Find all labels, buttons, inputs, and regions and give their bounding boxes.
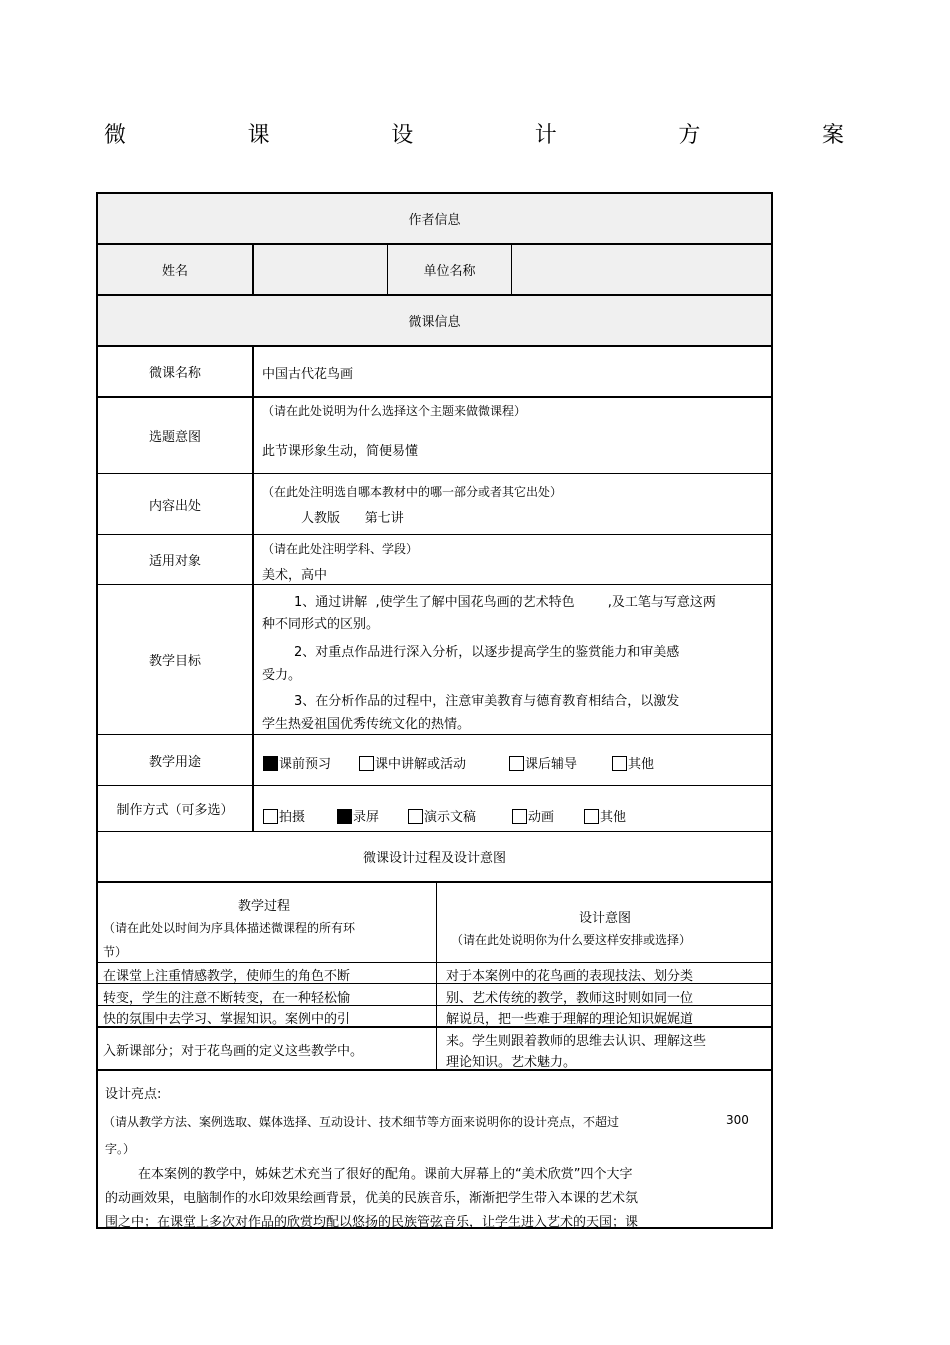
source-field[interactable] bbox=[252, 474, 771, 534]
process-header bbox=[98, 883, 436, 962]
process-line: 在课堂上注重情感教学，使师生的角色不断 bbox=[103, 969, 351, 984]
highlight-line: 围之中；在课堂上多次对作品的欣赏均配以悠扬的民族管弦音乐，让学生进入艺术的天国；课 bbox=[105, 1215, 639, 1230]
source-label: 内容出处 bbox=[148, 498, 201, 514]
method-label: 制作方式（可多选） bbox=[116, 803, 234, 818]
name-label: 姓名 bbox=[161, 264, 188, 279]
goal-line: 2、对重点作品进行深入分析，以逐步提高学生的鉴赏能力和审美感 bbox=[294, 645, 680, 660]
course-name-field[interactable] bbox=[252, 347, 771, 396]
method-row bbox=[98, 786, 771, 832]
process-cell[interactable] bbox=[98, 1028, 436, 1069]
topic-label: 选题意图 bbox=[148, 430, 201, 445]
method-option-animation[interactable]: 动画 bbox=[512, 806, 554, 825]
author-section-header bbox=[98, 194, 771, 245]
intent-header-title: 设计意图 bbox=[579, 911, 632, 926]
process-line-row bbox=[98, 1006, 771, 1028]
process-cell[interactable] bbox=[98, 1006, 436, 1026]
author-section-title: 作者信息 bbox=[408, 213, 461, 228]
process-line: 快的氛围中去学习、掌握知识。案例中的引 bbox=[103, 1012, 351, 1027]
course-name-row bbox=[98, 347, 771, 398]
usage-options bbox=[252, 735, 771, 785]
goal-line: 学生热爱祖国优秀传统文化的热情。 bbox=[262, 717, 471, 732]
intent-line: 理论知识。艺术魅力。 bbox=[446, 1055, 577, 1070]
process-hint: （请在此处以时间为序具体描述微课程的所有环 bbox=[103, 921, 356, 935]
intent-hint: （请在此处说明你为什么要这样安排或选择） bbox=[451, 933, 692, 947]
course-name-label: 微课名称 bbox=[148, 366, 201, 381]
highlight-section[interactable] bbox=[98, 1071, 771, 1230]
checkbox-icon[interactable] bbox=[612, 756, 627, 771]
method-option-other[interactable]: 其他 bbox=[584, 806, 626, 825]
intent-cell[interactable] bbox=[436, 984, 771, 1005]
checkbox-icon[interactable] bbox=[359, 756, 374, 771]
usage-label: 教学用途 bbox=[148, 754, 201, 770]
process-header-title: 教学过程 bbox=[238, 899, 291, 914]
micro-section-title: 微课信息 bbox=[408, 315, 461, 330]
highlight-limit: 300 bbox=[726, 1113, 749, 1127]
topic-value: 此节课形象生动，简便易懂 bbox=[262, 444, 419, 459]
usage-row bbox=[98, 735, 771, 786]
course-name-value: 中国古代花鸟画 bbox=[262, 367, 354, 382]
source-row bbox=[98, 474, 771, 535]
title-char: 计 bbox=[534, 123, 557, 148]
checkbox-checked-icon[interactable] bbox=[337, 809, 352, 824]
process-line-row bbox=[98, 1028, 771, 1071]
intent-line: 解说员，把一些难于理解的理论知识娓娓道 bbox=[446, 1012, 694, 1027]
unit-field[interactable] bbox=[511, 245, 771, 294]
highlight-hint: （请从教学方法、案例选取、媒体选择、互动设计、技术细节等方面来说明你的设计亮点，不超过 bbox=[103, 1115, 620, 1129]
checkbox-icon[interactable] bbox=[509, 756, 524, 771]
usage-option-other[interactable]: 其他 bbox=[612, 753, 654, 772]
audience-hint: （请在此处注明学科、学段） bbox=[262, 542, 419, 556]
intent-line: 对于本案例中的花鸟画的表现技法、划分类 bbox=[446, 969, 694, 984]
process-cell[interactable] bbox=[98, 963, 436, 983]
topic-field[interactable] bbox=[252, 398, 771, 473]
method-option-screen[interactable]: 录屏 bbox=[337, 806, 379, 825]
highlight-hint-end: 字。） bbox=[105, 1142, 136, 1156]
goals-field[interactable] bbox=[252, 585, 771, 734]
intent-cell[interactable] bbox=[436, 1028, 771, 1069]
audience-label: 适用对象 bbox=[148, 554, 201, 569]
audience-row bbox=[98, 535, 771, 585]
unit-label: 单位名称 bbox=[387, 245, 511, 294]
design-form bbox=[96, 192, 773, 1229]
title-char: 课 bbox=[247, 123, 270, 148]
goal-line: 3、在分析作品的过程中，注意审美教育与德育教育相结合，以激发 bbox=[294, 694, 680, 709]
title-char: 微 bbox=[104, 123, 127, 148]
author-row bbox=[98, 245, 771, 296]
intent-line: 来。学生则跟着教师的思维去认识、理解这些 bbox=[446, 1034, 707, 1049]
method-options bbox=[252, 786, 771, 831]
title-char: 案 bbox=[821, 123, 844, 148]
process-line: 入新课部分；对于花鸟画的定义这些教学中。 bbox=[103, 1044, 364, 1059]
process-section-header bbox=[98, 832, 771, 883]
usage-option-inclass[interactable]: 课中讲解或活动 bbox=[359, 753, 466, 772]
method-option-filming[interactable]: 拍摄 bbox=[263, 806, 305, 825]
highlight-label: 设计亮点: bbox=[105, 1087, 162, 1102]
process-hint: 节） bbox=[103, 945, 128, 959]
name-field[interactable] bbox=[252, 245, 387, 294]
process-line-row bbox=[98, 984, 771, 1006]
highlight-line: 的动画效果，电脑制作的水印效果绘画背景，优美的民族音乐，渐渐把学生带入本课的艺术氛 bbox=[105, 1191, 639, 1206]
title-char: 设 bbox=[391, 123, 414, 148]
process-cell[interactable] bbox=[98, 984, 436, 1005]
audience-field[interactable] bbox=[252, 535, 771, 584]
title-char: 方 bbox=[678, 123, 701, 148]
usage-option-after[interactable]: 课后辅导 bbox=[509, 753, 577, 772]
process-line-row bbox=[98, 963, 771, 984]
goals-label: 教学目标 bbox=[148, 654, 201, 669]
source-hint: （在此处注明选自哪本教材中的哪一部分或者其它出处） bbox=[262, 485, 563, 499]
highlight-line: 在本案例的教学中，姊妹艺术充当了很好的配角。课前大屏幕上的“美术欣赏”四个大字 bbox=[138, 1167, 633, 1182]
checkbox-icon[interactable] bbox=[584, 809, 599, 824]
usage-option-preview[interactable]: 课前预习 bbox=[263, 753, 331, 772]
topic-hint: （请在此处说明为什么选择这个主题来做微课程） bbox=[262, 404, 527, 418]
source-value: 人教版 第七讲 bbox=[301, 511, 404, 526]
checkbox-checked-icon[interactable] bbox=[263, 756, 278, 771]
micro-section-header bbox=[98, 296, 771, 347]
intent-header bbox=[436, 883, 771, 962]
intent-cell[interactable] bbox=[436, 1006, 771, 1026]
goals-row bbox=[98, 585, 771, 735]
checkbox-icon[interactable] bbox=[512, 809, 527, 824]
method-option-slides[interactable]: 演示文稿 bbox=[408, 806, 476, 825]
checkbox-icon[interactable] bbox=[263, 809, 278, 824]
process-section-title: 微课设计过程及设计意图 bbox=[362, 851, 506, 866]
goal-line: 1、通过讲解 ,使学生了解中国花鸟画的艺术特色 ,及工笔与写意这两 bbox=[294, 595, 716, 610]
goal-line: 受力。 bbox=[262, 668, 302, 683]
topic-row bbox=[98, 398, 771, 474]
page-title bbox=[104, 118, 844, 148]
checkbox-icon[interactable] bbox=[408, 809, 423, 824]
process-header-row bbox=[98, 883, 771, 963]
intent-cell[interactable] bbox=[436, 963, 771, 983]
goal-line: 种不同形式的区别。 bbox=[262, 617, 380, 632]
audience-value: 美术，高中 bbox=[262, 568, 328, 583]
intent-line: 别、艺术传统的教学，教师这时则如同一位 bbox=[446, 991, 694, 1006]
process-line: 转变，学生的注意不断转变，在一种轻松愉 bbox=[103, 991, 351, 1006]
